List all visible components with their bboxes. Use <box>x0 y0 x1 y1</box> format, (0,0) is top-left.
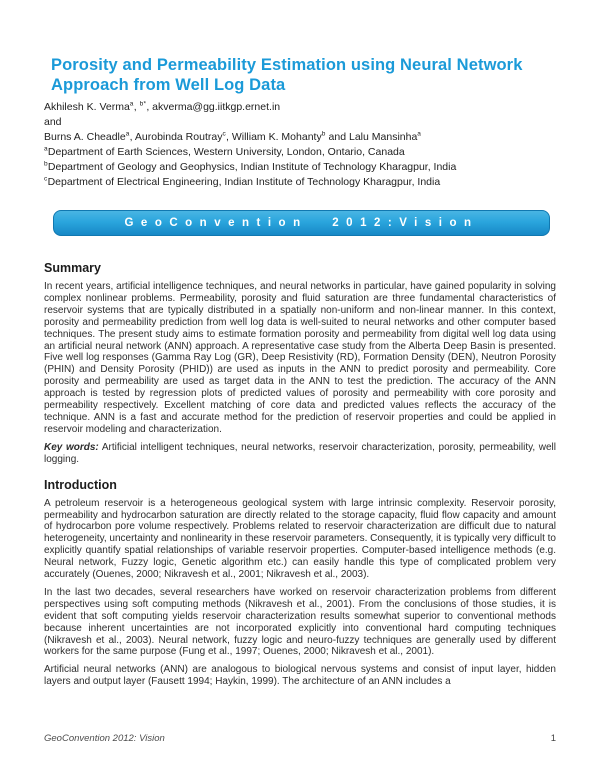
conference-banner-text: GeoConvention 2012:Vision <box>124 217 479 229</box>
introduction-heading: Introduction <box>44 477 117 492</box>
summary-paragraph: In recent years, artificial intelligence techniques, and neural networks in particular, have gained popularity in solving complex nonlinear problems. Permeability, porosity and fluid saturation are three fundamental characteristics of reservoir systems that are typically distributed in a spatially non-uniform and non-linear manner. In this context, porosity and permeability prediction from well log data is well-suited to neural networks and other computer based techniques. The present study aims to estimate formation porosity and permeability from digital well log data using an artificial neural network (ANN) approach. A representative case study from the Alberta Deep Basin is presented. Five well log responses (Gamma Ray Log (GR), Deep Resistivity (RD), Formation Density (DEN), Neutron Porosity (PHIN) and Density Porosity (PHID)) are used as inputs in the ANN to predict porosity and permeability. Core porosity and permeability are used as target data in the ANN to test the prediction. The accuracy of the ANN approach is tested by regression plots of predicted values of porosity and permeability with core porosity and permeability respectively. Excellent matching of core data and predicted values reflects the accuracy of the technique. ANN is a fast and accurate method for the prediction of reservoir properties and could be applied in reservoir modeling and characterization. <box>44 281 556 435</box>
keywords-line <box>44 442 556 466</box>
coauthor-4-sup: a <box>417 130 422 138</box>
keywords-label: Key words: <box>44 441 99 453</box>
coauthor-3-sup: b <box>321 130 326 138</box>
author-primary-email: , akverma@gg.iitkgp.ernet.in <box>146 101 281 113</box>
paper-title-line2: Approach from Well Log Data <box>51 76 286 94</box>
summary-heading: Summary <box>44 261 101 275</box>
affiliation-b <box>44 160 556 175</box>
coauthor-1-sup: a <box>125 130 130 138</box>
author-primary-sup-b: b* <box>139 100 147 108</box>
footer-conference-name: GeoConvention 2012: Vision <box>44 733 165 744</box>
author-line-secondary <box>44 130 556 145</box>
introduction-paragraph-2: In the last two decades, several researchers have worked on reservoir characterization problems from different perspectives using soft computing methods (Nikravesh et al., 2001). From the conclusions of those studies, it is evident that soft computing yields reservoir characterization results somewhat superior to conventional methods because inherent uncertainties are not incorporated explicitly into conventional hard computing techniques (Nikravesh et al., 2003). Neural network, fuzzy logic and neuro-fuzzy techniques are generally used by different workers for the same purpose (Fung et al., 1997; Ouenes, 2000; Nikravesh et al., 2001). <box>44 586 556 658</box>
affiliation-c <box>44 175 556 190</box>
coauthor-2-sup: c <box>222 130 227 138</box>
author-primary-separator: , <box>133 101 140 113</box>
author-block <box>44 100 556 190</box>
author-line-primary <box>44 100 556 115</box>
coauthor-2: , Aurobinda Routray <box>129 131 223 143</box>
affiliation-c-text: Department of Electrical Engineering, Indian Institute of Technology Kharagpur, India <box>47 176 441 188</box>
coauthor-4: and Lalu Mansinha <box>325 131 418 143</box>
introduction-paragraph-3: Artificial neural networks (ANN) are analogous to biological nervous systems and consist of input layer, hidden layers and output layer (Fausett 1994; Haykin, 1999). The architecture of an ANN includes a <box>44 664 556 688</box>
author-connector: and <box>44 116 62 128</box>
author-primary-sup-a: a <box>129 100 134 108</box>
affiliation-c-sup: c <box>44 175 48 183</box>
affiliation-a <box>44 145 556 160</box>
affiliation-a-text: Department of Earth Sciences, Western University, London, Ontario, Canada <box>47 146 405 158</box>
affiliation-b-text: Department of Geology and Geophysics, Indian Institute of Technology Kharagpur, India <box>47 161 457 173</box>
page-footer <box>44 733 556 744</box>
paper-title <box>51 55 556 95</box>
introduction-paragraph-1: A petroleum reservoir is a heterogeneous geological system with large intrinsic complexity. Reservoir porosity, permeability and hydrocarbon saturation are directly related to the storage capacity, fluid flow capacity and amount of hydrocarbon pore volume respectively. Problems related to reservoir characterization are difficult due to natural heterogeneity, uncertainty and nonlinearity in these reservoir parameters. Consequently, it is typically very difficult to explicitly quantify spatial relationships of variable reservoir properties. Computer-based intelligence methods (e.g. Neural network, Fuzzy logic, Genetic algorithm etc.) can easily handle this type of complicated problem very accurately (Ouenes, 2000; Nikravesh et al., 2001; Nikravesh et al., 2003). <box>44 497 556 581</box>
affiliation-b-sup: b <box>44 160 48 168</box>
conference-banner <box>53 210 550 236</box>
author-primary-name: Akhilesh K. Verma <box>44 101 130 113</box>
footer-page-number: 1 <box>550 733 556 744</box>
keywords-text: Artificial intelligent techniques, neural networks, reservoir characterization, porosity, permeability, well logging. <box>44 441 557 465</box>
affiliation-a-sup: a <box>44 145 48 153</box>
coauthor-3: , William K. Mohanty <box>226 131 322 143</box>
paper-title-line1: Porosity and Permeability Estimation using Neural Network <box>51 56 523 74</box>
coauthor-1: Burns A. Cheadle <box>44 131 126 143</box>
